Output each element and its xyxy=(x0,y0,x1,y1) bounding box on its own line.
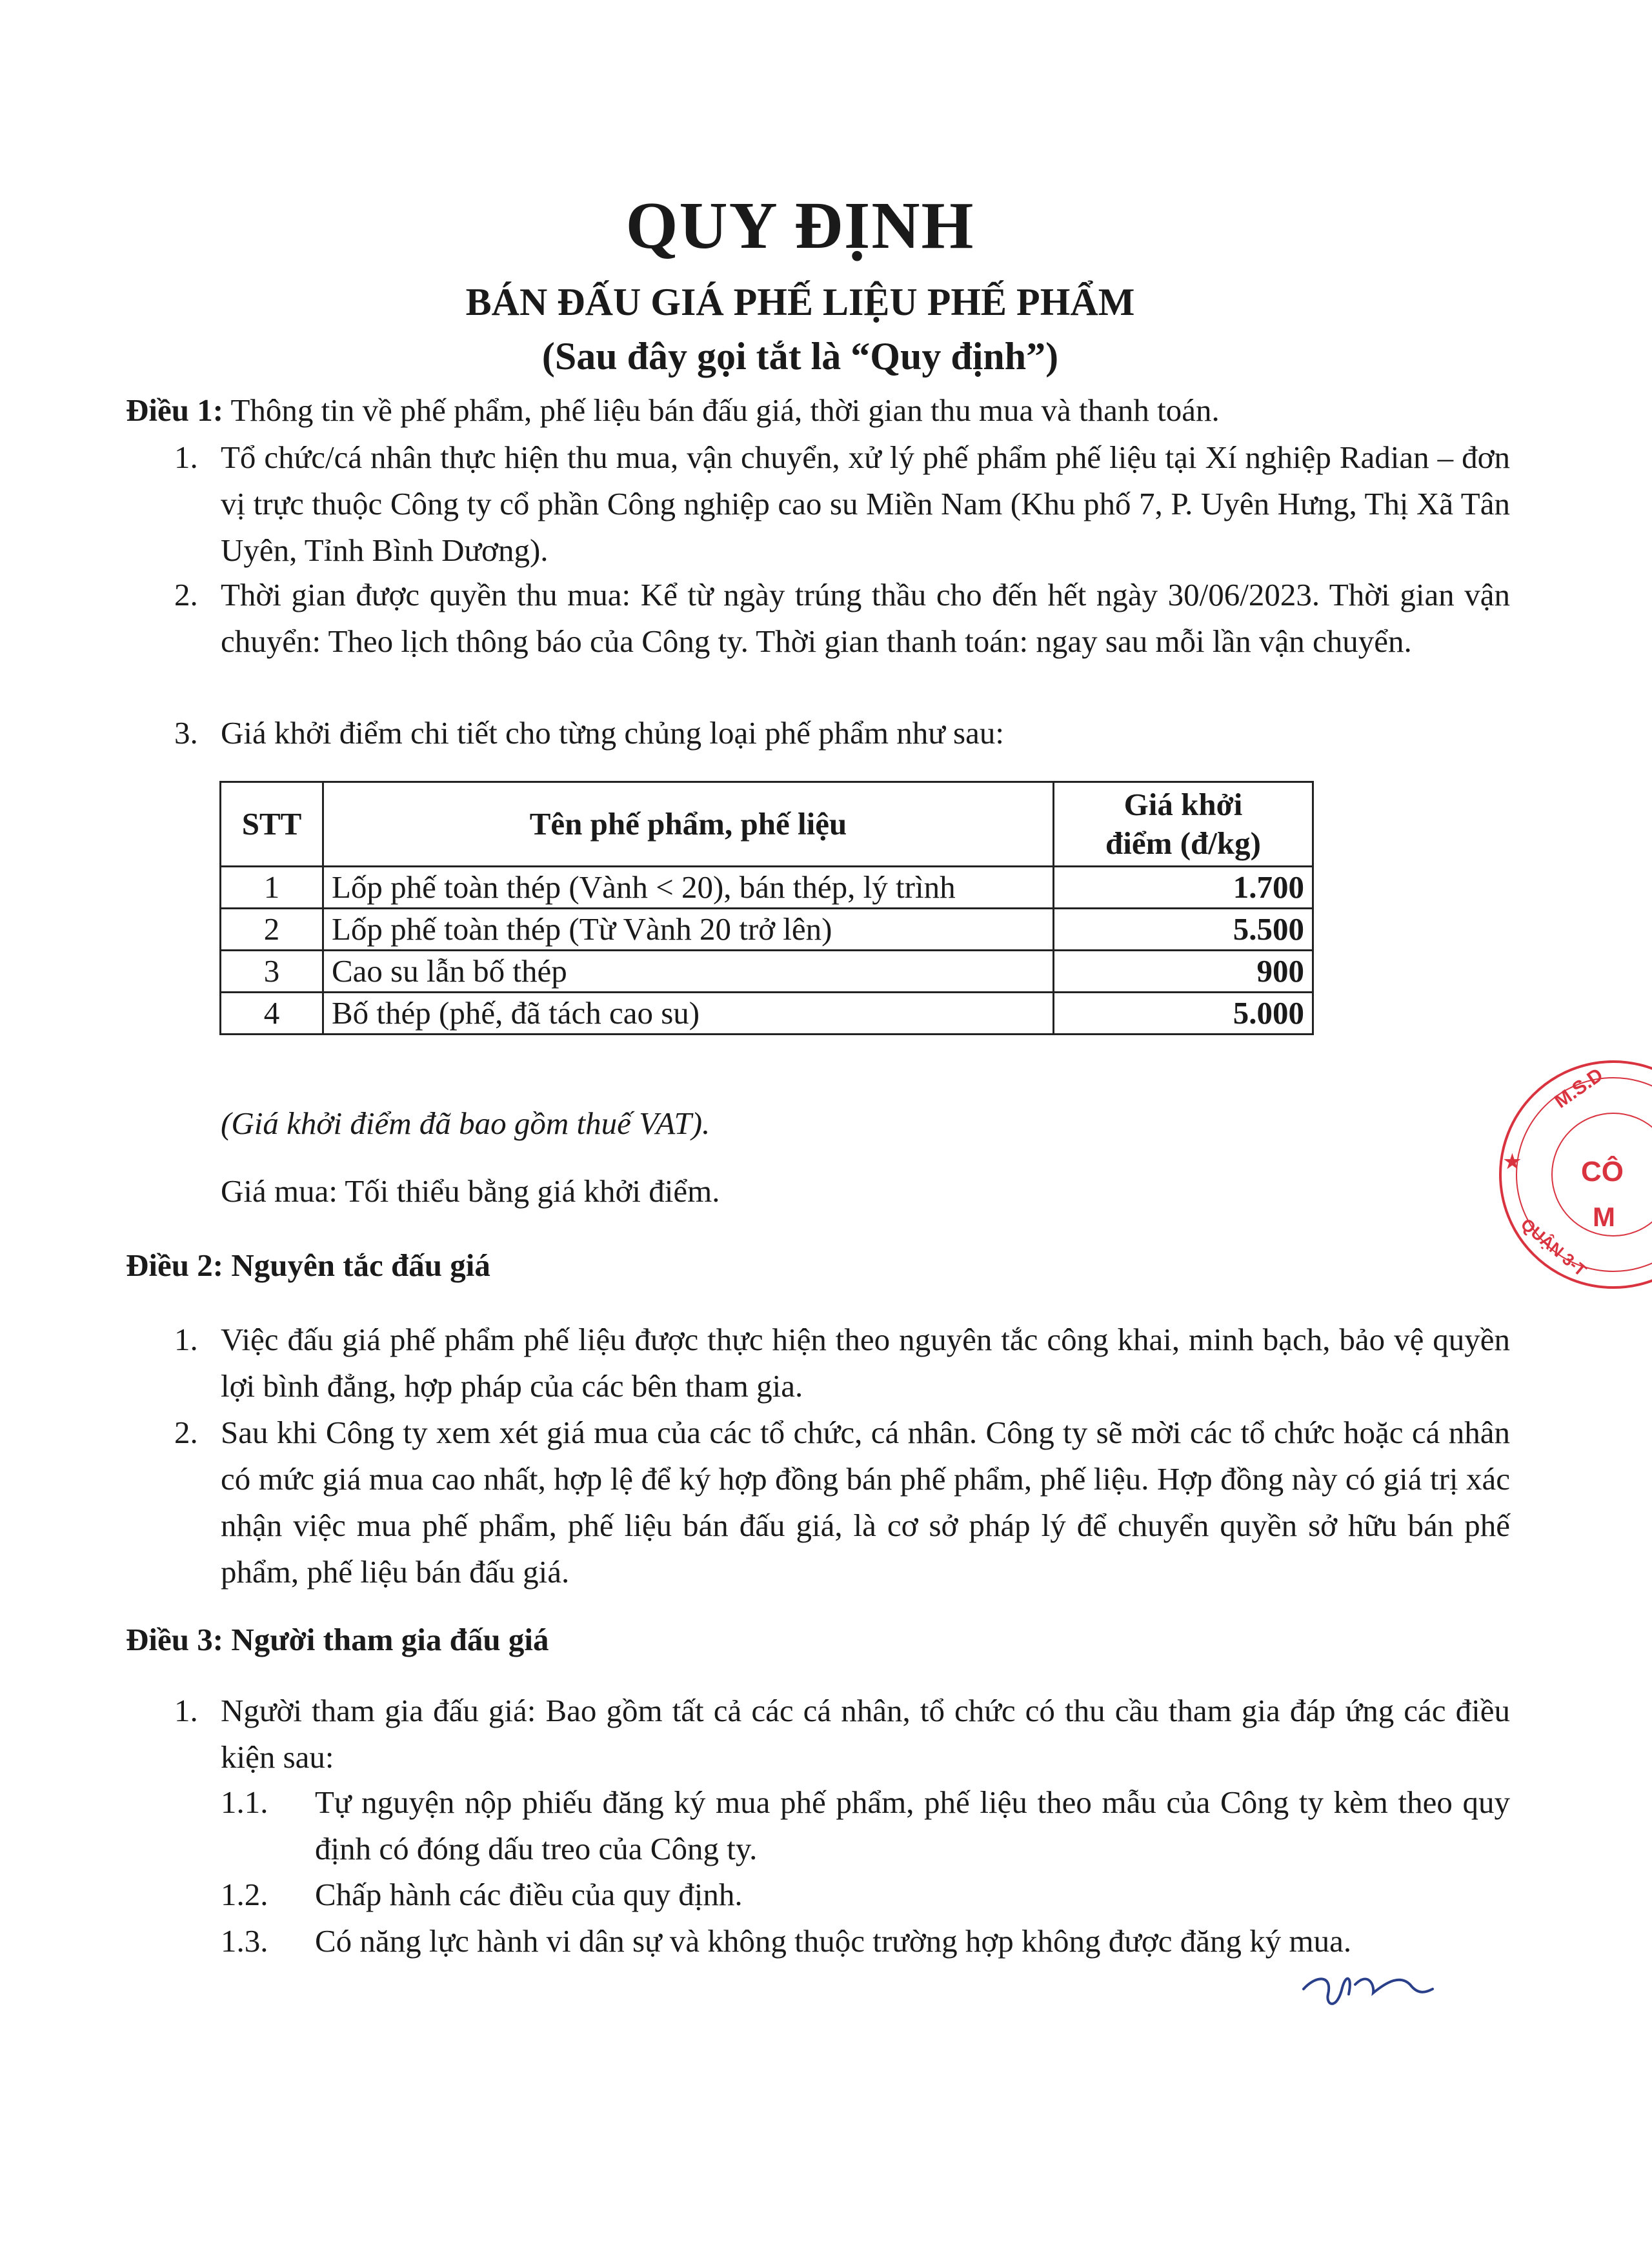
row-price: 900 xyxy=(1054,951,1313,993)
row-price: 1.700 xyxy=(1054,867,1313,909)
article-3-subitem-1-number: 1.1. xyxy=(221,1784,268,1820)
price-table xyxy=(219,781,1314,1035)
price-table-header-row xyxy=(221,782,1313,867)
row-stt: 3 xyxy=(221,951,323,993)
table-row xyxy=(221,951,1313,993)
stamp-text-top: M.S.D xyxy=(1551,1064,1607,1113)
article-1-title: Thông tin về phế phẩm, phế liệu bán đấu giá, thời gian thu mua và thanh toán. xyxy=(223,392,1220,428)
article-1-item-3-number: 3. xyxy=(174,715,198,751)
article-1-item-2-text: Thời gian được quyền thu mua: Kể từ ngày trúng thầu cho đến hết ngày 30/06/2023. Thời gian vận chuyển: Theo lịch thông báo của Công ty. Thời gian thanh toán: ngay sau mỗi lần vận chuyển. xyxy=(221,577,1510,659)
signature-initials xyxy=(1297,1949,1439,2020)
row-stt: 1 xyxy=(221,867,323,909)
table-row xyxy=(221,993,1313,1035)
row-stt: 2 xyxy=(221,909,323,951)
article-3-subitem-1-text: Tự nguyện nộp phiếu đăng ký mua phế phẩm, phế liệu theo mẫu của Công ty kèm theo quy định có đóng dấu treo của Công ty. xyxy=(315,1784,1510,1866)
row-item-name: Lốp phế toàn thép (Từ Vành 20 trở lên) xyxy=(323,909,1054,951)
document-subtitle-note: (Sau đây gọi tắt là “Quy định”) xyxy=(541,335,1059,378)
article-2-item-2-number: 2. xyxy=(174,1415,198,1450)
document-title: QUY ĐỊNH xyxy=(625,188,975,263)
article-2-item-2-text: Sau khi Công ty xem xét giá mua của các tổ chức, cá nhân. Công ty sẽ mời các tổ chức hoặc cá nhân có mức giá mua cao nhất, hợp lệ để ký hợp đồng bán phế phẩm, phế liệu. Hợp đồng này có giá trị xác nhận việc mua phế phẩm, phế liệu bán đấu giá, là cơ sở pháp lý để chuyển quyền sở hữu bán phế phẩm, phế liệu bán đấu giá. xyxy=(221,1415,1510,1590)
article-1-item-2-number: 2. xyxy=(174,577,198,612)
article-3-item-1-number: 1. xyxy=(174,1693,198,1728)
row-item-name: Lốp phế toàn thép (Vành < 20), bán thép, lý trình xyxy=(323,867,1054,909)
header-stt: STT xyxy=(221,782,323,867)
stamp-text-bottom: QUẬN 3-T xyxy=(1517,1214,1591,1280)
header-starting-price: Giá khởi điểm (đ/kg) xyxy=(1054,782,1313,867)
vat-note: (Giá khởi điểm đã bao gồm thuế VAT). xyxy=(221,1106,710,1141)
article-1-item-3-text: Giá khởi điểm chi tiết cho từng chủng loại phế phẩm như sau: xyxy=(221,715,1004,751)
article-3-heading: Điều 3: Người tham gia đấu giá xyxy=(126,1622,549,1657)
article-3-subitem-2-text: Chấp hành các điều của quy định. xyxy=(315,1877,743,1912)
document-subtitle: BÁN ĐẤU GIÁ PHẾ LIỆU PHẾ PHẨM xyxy=(465,281,1135,323)
article-2-item-1-text: Việc đấu giá phế phẩm phế liệu được thực hiện theo nguyên tắc công khai, minh bạch, bảo vệ quyền lợi bình đẳng, hợp pháp của các bên tham gia. xyxy=(221,1322,1510,1404)
company-stamp xyxy=(1484,1033,1652,1304)
row-price: 5.500 xyxy=(1054,909,1313,951)
article-3-subitem-3-text: Có năng lực hành vi dân sự và không thuộc trường hợp không được đăng ký mua. xyxy=(315,1923,1352,1959)
row-price: 5.000 xyxy=(1054,993,1313,1035)
article-1-label: Điều 1: xyxy=(126,392,224,428)
article-1-item-1-number: 1. xyxy=(174,439,198,475)
article-1-item-1-text: Tổ chức/cá nhân thực hiện thu mua, vận chuyển, xử lý phế phẩm phế liệu tại Xí nghiệp Radian – đơn vị trực thuộc Công ty cổ phần Công nghiệp cao su Miền Nam (Khu phố 7, P. Uyên Hưng, Thị Xã Tân Uyên, Tỉnh Bình Dương). xyxy=(221,439,1510,568)
stamp-text-middle: CÔ xyxy=(1581,1156,1624,1187)
stamp-text-lower: M xyxy=(1593,1202,1615,1232)
row-item-name: Cao su lẫn bố thép xyxy=(323,951,1054,993)
buy-price-note: Giá mua: Tối thiểu bằng giá khởi điểm. xyxy=(221,1173,720,1209)
article-3-item-1-text: Người tham gia đấu giá: Bao gồm tất cả các cá nhân, tổ chức có thu cầu tham gia đáp ứng các điều kiện sau: xyxy=(221,1693,1510,1775)
row-stt: 4 xyxy=(221,993,323,1035)
header-item-name: Tên phế phẩm, phế liệu xyxy=(323,782,1054,867)
article-3-subitem-2-number: 1.2. xyxy=(221,1877,268,1912)
article-3-subitem-3-number: 1.3. xyxy=(221,1923,268,1959)
article-1-heading xyxy=(126,387,1220,434)
row-item-name: Bố thép (phế, đã tách cao su) xyxy=(323,993,1054,1035)
stamp-star-icon: ★ xyxy=(1504,1151,1521,1173)
article-2-item-1-number: 1. xyxy=(174,1322,198,1357)
table-row xyxy=(221,867,1313,909)
article-2-heading: Điều 2: Nguyên tắc đấu giá xyxy=(126,1247,490,1283)
table-row xyxy=(221,909,1313,951)
